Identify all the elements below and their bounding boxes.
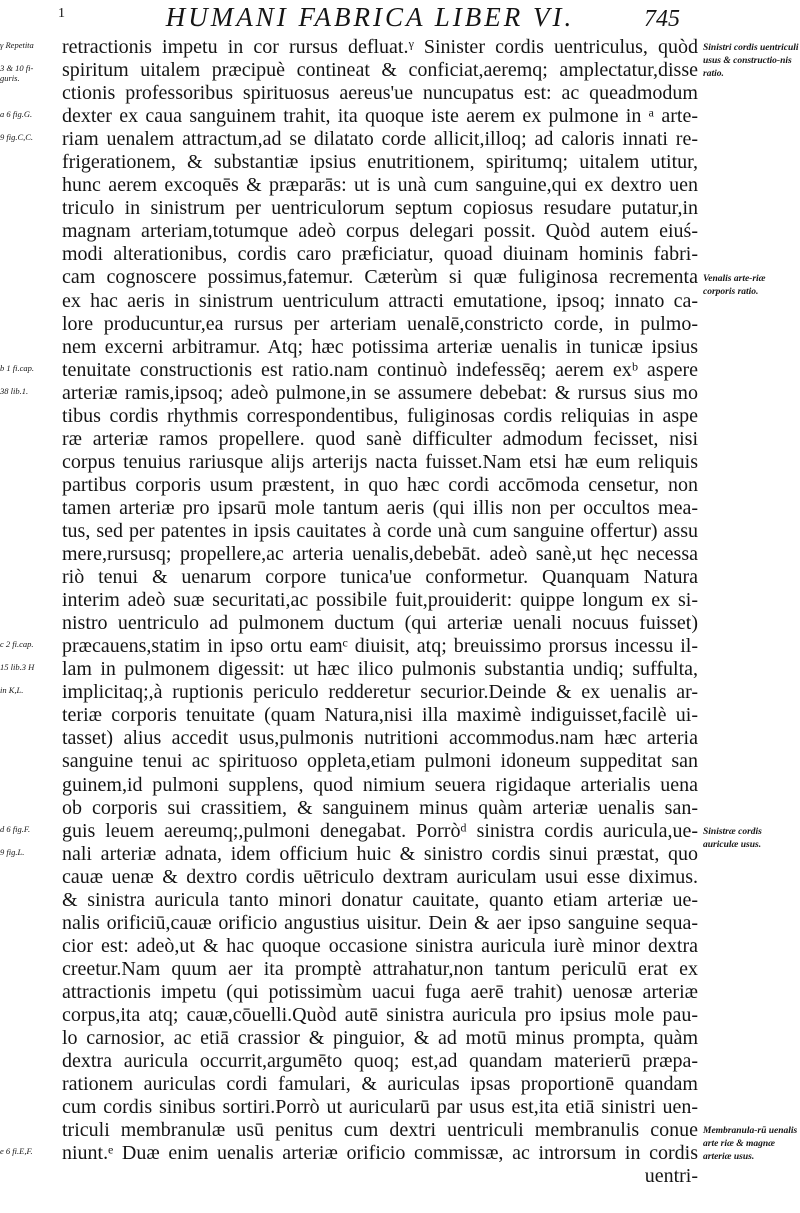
left-margin-note: 38 lib.1. (0, 385, 29, 396)
main-text-block (62, 36, 698, 1188)
text-line: ob corporis sui crassitiem, & sanguinem minus quàm arteriæ uenalis san- (62, 796, 698, 819)
text-line: niunt.ᵉ Duæ enim uenalis arteriæ orificio commissæ, ac introrsum in cordis (62, 1142, 698, 1165)
text-line: spiritum uitalem præcipuè contineat & conficiat,aeremq; amplectatur,disse (62, 59, 698, 82)
text-line: dextra auricula occurrit,argumēto quoq; est,ad quandam materierū præpa- (62, 1050, 698, 1073)
left-margin-note: 9 fig.C,C. (0, 132, 34, 143)
text-line: retractionis impetu in cor rursus defluat.ᵞ Sinister cordis uentriculus, quòd (62, 36, 698, 58)
text-line: tibus cordis rhythmis correspondentibus, fuliginosas cordis reliquias in aspe (62, 404, 698, 427)
text-line: corpus,ita atq; cauæ,cōuelli.Quòd autē sinistra auricula pro ipsius mole pau- (62, 1003, 698, 1026)
text-line: creetur.Nam quum aer ita promptè attrahatur,non tantum periculū erat ex (62, 957, 698, 980)
text-line: guinem,id pulmoni supplens, quod nimium seuera rigidaque arterialis uena (62, 773, 698, 796)
text-line: frigerationem, & substantiæ ipsius enutritionem, spiritumq; uitalem utitur, (62, 151, 698, 174)
text-line: interim adeò suæ securitati,ac possibile fuit,prouiderit: quippe longum ex si- (62, 589, 698, 612)
right-margin-note: Venalis arte-riæ corporis ratio. (703, 273, 766, 297)
left-margin-note: e 6 fi.E,F. (0, 1146, 33, 1157)
text-line: tasset) alius accedit usus,pulmonis nutritioni accommodus.nam hæc arteria (62, 727, 698, 750)
text-line: cior est: adeò,ut & hac quoque occasione sinistra auricula iurè minor dextra (62, 934, 698, 957)
text-line: implicitaq;,à ruptionis periculo redderetur securior.Deinde & ex uenalis ar- (62, 681, 698, 704)
left-margin-note: 9 fig.L. (0, 846, 25, 857)
left-margin-note: in K,L. (0, 685, 24, 696)
left-margin-note: d 6 fig.F. (0, 823, 31, 834)
text-line: nistro uentriculo ad pulmonem ductum (qui arteriæ uenali nocuus fuisset) (62, 612, 698, 635)
text-line: nali arteriæ adnata, idem officium huic & sinistro cordis sinui præstat, quo (62, 842, 698, 865)
running-head: HUMANI FABRICA LIBER VI. (165, 2, 575, 32)
text-line: sanguine tenui ac spirituoso oppleta,etiam pulmoni idoneum suppeditat san (62, 750, 698, 773)
text-line: cum cordis sinibus sortiri.Porrò ut auricularū par usus est,ita etiā sinistri uen- (62, 1096, 698, 1119)
text-line: tamen arteriæ pro ipsarū mole tantum aeris (qui illis non per occultos mea- (62, 496, 698, 519)
text-line: cam cognoscere possimus,fatemur. Cæterùm si quæ fuliginosa recrementa (62, 266, 698, 289)
text-line: riò tenui & uenarum corpore tunica'ue conformetur. Quanquam Natura (62, 566, 698, 589)
text-line: ctionis professoribus spirituosus aereus'ue nuncupatus est: ac queadmodum (62, 82, 698, 105)
text-line: modi alterationibus, cordis caro præficiatur, quoad diuinam hominis fabri- (62, 243, 698, 266)
left-margin-note: 15 lib.3 H (0, 662, 35, 673)
header-mark: 1 (58, 6, 65, 21)
text-line: partibus corporis usum præstent, in quo hæc cordi accōmoda censetur, non (62, 473, 698, 496)
left-margin-note: c 2 fi.cap. (0, 639, 34, 650)
text-line: lam in pulmonem digessit: ut hæc ilico pulmonis substantia undiq; suffulta, (62, 658, 698, 681)
left-margin-note: 3 & 10 fi- (0, 63, 34, 74)
text-line: mere,rursusq; propellere,ac arteria uenalis,debebāt. adeò sanè,ut hęc necessa (62, 543, 698, 566)
text-line: nalis orificiū,cauæ orificio angustius uisitur. Dein & aer ipso sanguine sequa- (62, 911, 698, 934)
text-line: & sinistra auricula tanto minori donatur cauitate, quanto etiam arteriæ ue- (62, 888, 698, 911)
text-line: ræ arteriæ ramos propellere. quod sanè difficulter admodum fecisset, nisi (62, 427, 698, 450)
text-line: magnam arteriam,totumque adeò corpus delegari possit. Quòd autem eiuś- (62, 220, 698, 243)
text-line: rationem auriculas cordi famulari, & auriculas ipsas proportionē quandam (62, 1073, 698, 1096)
text-line: triculi membranulæ usū penitus cum dextri uentriculi membranulis conue (62, 1119, 698, 1142)
left-margin-note: guris. (0, 73, 20, 84)
text-line: guis leuem aereumq;,pulmoni denegabat. Porròᵈ sinistra cordis auricula,ue- (62, 819, 698, 842)
left-margin-note: b 1 fi.cap. (0, 362, 34, 373)
right-margin-note: Sinistri cordis uentriculi usus & constructio-nis ratio. (703, 43, 799, 79)
text-line: cauæ uenæ & dextro cordis uētriculo dextram auriculam usui esse diximus. (62, 865, 698, 888)
text-line: lo carnosior, ac etiā crassior & pinguior, & ad motū minus prompta, quàm (62, 1027, 698, 1050)
page-number: 745 (644, 6, 680, 32)
text-line: lore producuntur,ea rursus per arteriam uenalē,constricto corde, in pulmo- (62, 312, 698, 335)
text-line: hunc aerem excoquēs & præparās: ut is unà cum sanguine,qui ex dextro uen (62, 174, 698, 197)
text-line: tus, sed per patentes in ipsis cauitates à corde unà cum sanguine offertur) assu (62, 519, 698, 542)
text-line: dexter ex caua sanguinem trahit, ita quoque iste aerem ex pulmone in ᵃ arte- (62, 105, 698, 128)
text-line: teriæ corporis tenuitate (quam Natura,nisi illa maximè indiguisset,facilè ui- (62, 704, 698, 727)
left-margin-note: γ Repetita (0, 40, 34, 50)
text-line: corpus tenuius rariusque alijs arterijs nacta fuisset.Nam etsi hæ eum reliquis (62, 450, 698, 473)
text-line: arteriæ ramis,ipsoq; adeò pulmone,in se assumere debebat: & rursus sius mo (62, 381, 698, 404)
right-margin-note: Membranula-rū uenalis arte riæ & magnæ arteriæ usus. (703, 1126, 798, 1163)
left-margin-note: a 6 fig.G. (0, 109, 33, 120)
right-margin-note: Sinistræ cordis auriculæ usus. (703, 826, 762, 850)
text-line: ex hac aeris in sinistrum uentriculum attracti emutatione, ipsoq; innato ca- (62, 289, 698, 312)
text-line: præcauens,statim in ipso ortu eamᶜ diuisit, atq; breuissimo prorsus incessu il- (62, 635, 698, 658)
text-line: riam uenalem attractum,ad se dilatato corde allicit,illoq; ad caloris innati re- (62, 128, 698, 151)
text-line: tenuitate constructionis est ratio.nam continuò indefessēq; aerem exᵇ aspere (62, 358, 698, 381)
text-line: attractionis impetu (qui potissimùm uacui fuga aerē trahit) uenosæ arteriæ (62, 980, 698, 1003)
text-line: triculo in sinistrum per uentriculorum septum copiosus resudare putatur,in (62, 197, 698, 220)
text-line: uentri- (644, 1165, 698, 1188)
text-line: nem excerni arbitramur. Atq; hæc potissima arteriæ uenalis in tunicæ ipsius (62, 335, 698, 358)
